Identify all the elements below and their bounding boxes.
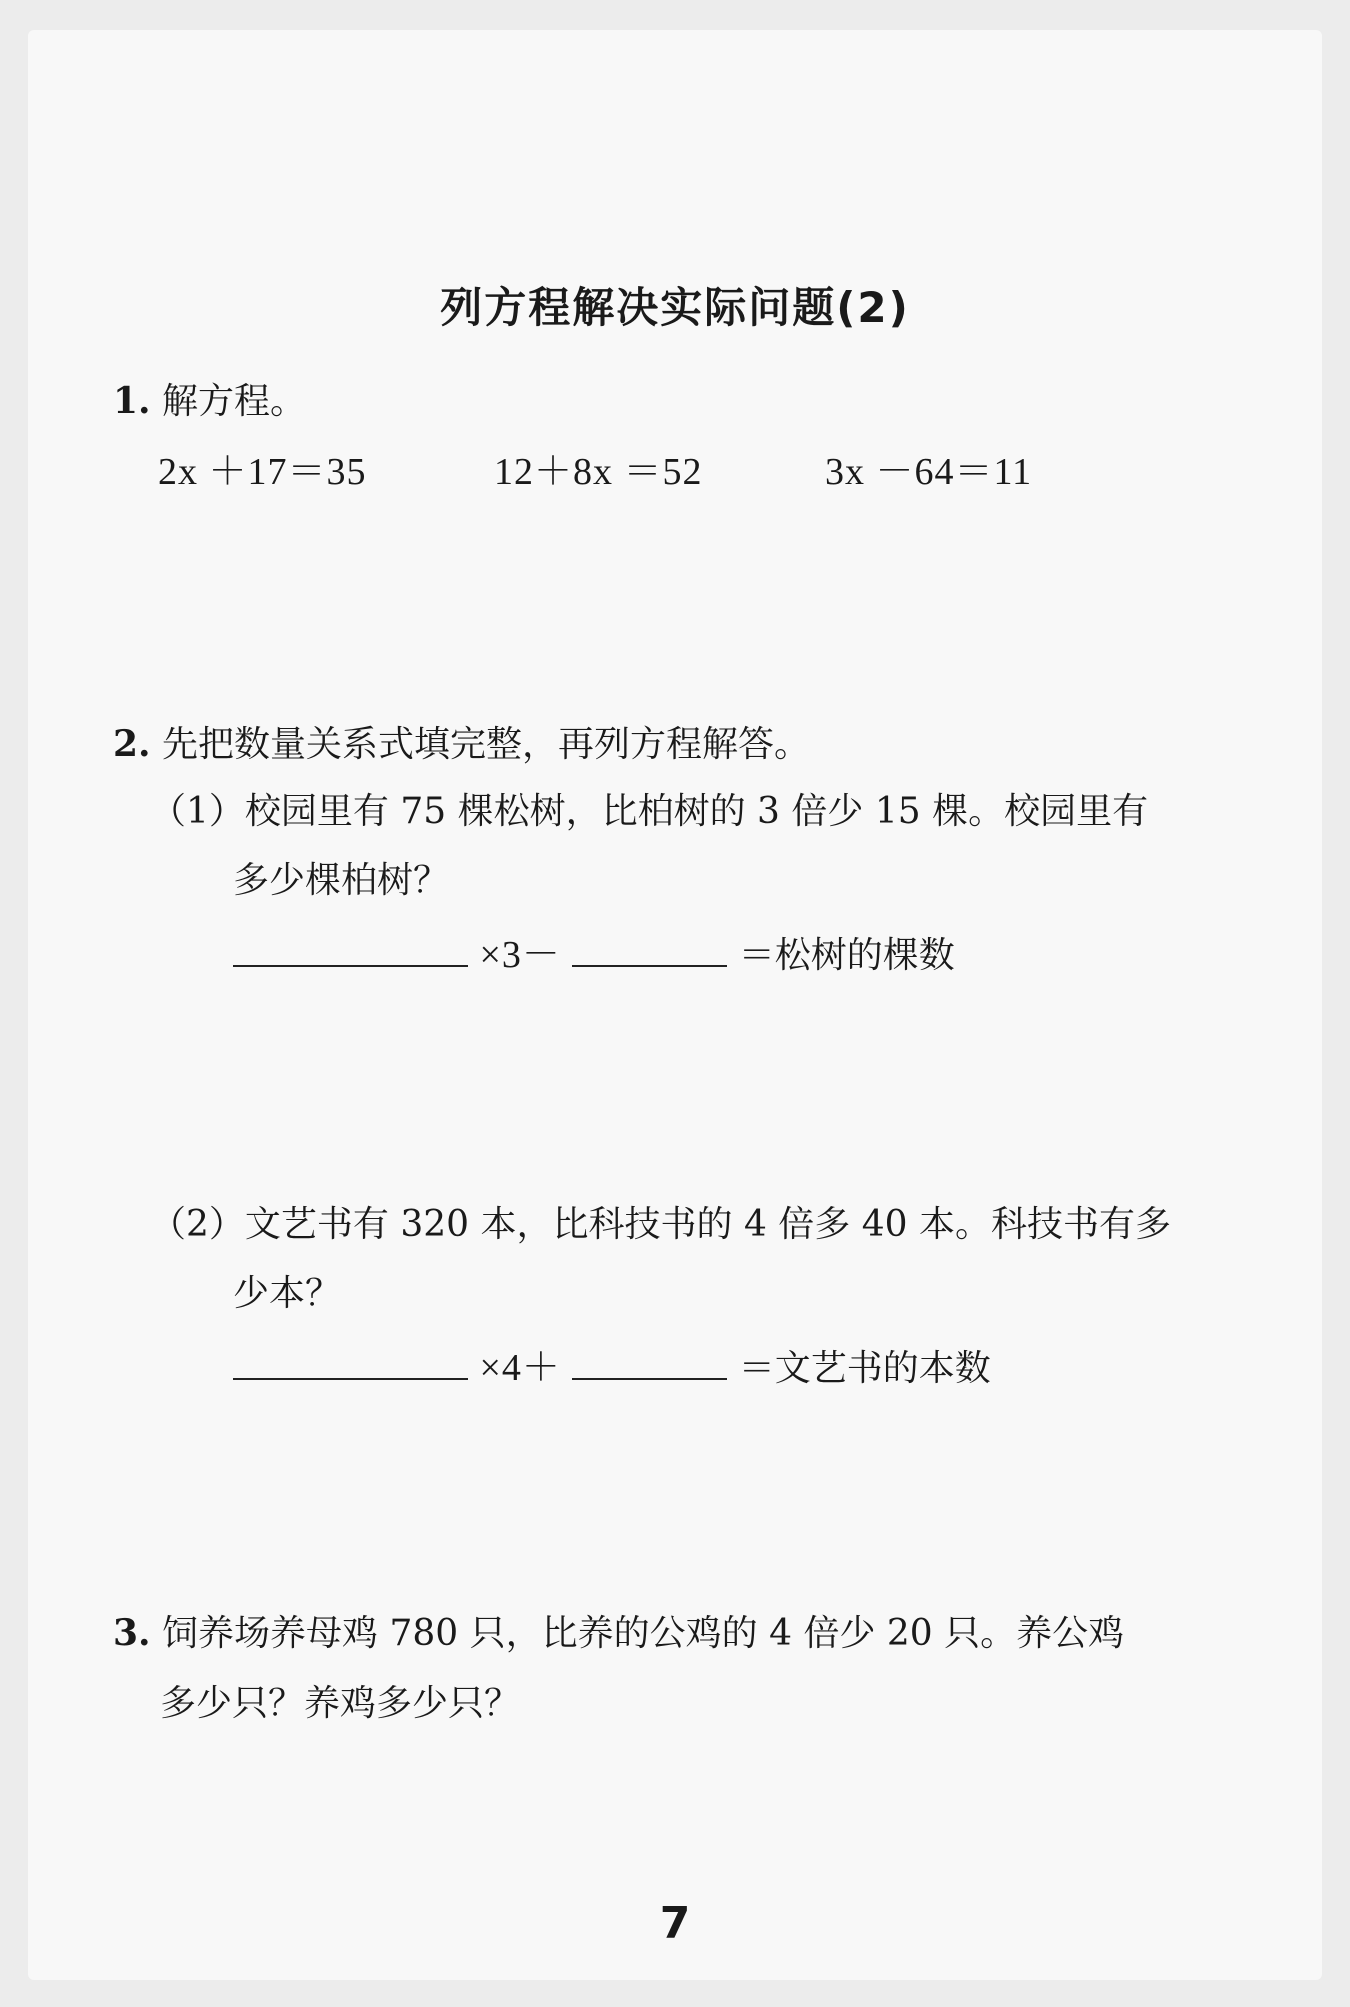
worksheet-page [28,30,1322,1980]
question-2-number: 2. [113,723,151,765]
question-2-1-line-2: 多少棵柏树？ [233,860,450,901]
page-number: 7 [659,1898,691,1949]
question-2-2-text: 文艺书有 320 本，比科技书的 4 倍多 40 本。科技书有多 [244,1204,1171,1245]
equation-1: 2x ＋17＝35 [158,451,367,493]
formula-result: ＝松树的棵数 [738,935,955,976]
question-1-text: 解方程。 [162,381,307,422]
question-3-line-1 [113,1605,1124,1656]
question-3-text: 饲养场养母鸡 780 只，比养的公鸡的 4 倍少 20 只。养公鸡 [162,1613,1125,1654]
question-2-2-line-2: 少本？ [233,1273,342,1314]
answer-blank[interactable] [572,1344,727,1380]
answer-blank[interactable] [572,931,727,967]
answer-blank[interactable] [233,1344,468,1380]
question-2-1-text: 校园里有 75 棵松树，比柏树的 3 倍少 15 棵。校园里有 [244,791,1149,832]
question-1-number: 1. [113,380,151,422]
equation-2: 12＋8x ＝52 [494,451,703,493]
formula-result: ＝文艺书的本数 [738,1348,991,1389]
question-2-1-line-1 [150,783,1148,834]
question-2-2-number: （2） [150,1204,245,1245]
question-2-2-line-1 [150,1196,1171,1247]
question-3-number: 3. [113,1612,151,1654]
formula-operator: ×4＋ [479,1347,561,1389]
question-2-prompt [113,716,810,767]
question-2-1-formula [233,923,955,978]
question-2-text: 先把数量关系式填完整，再列方程解答。 [162,724,811,765]
answer-blank[interactable] [233,931,468,967]
page-title: 列方程解决实际问题(2) [440,283,910,332]
formula-operator: ×3－ [479,934,561,976]
equation-3: 3x －64＝11 [825,451,1033,493]
question-2-1-number: （1） [150,791,245,832]
question-1-prompt [113,373,306,424]
question-2-2-formula [233,1336,991,1391]
question-3-line-2: 多少只？养鸡多少只？ [160,1683,521,1724]
